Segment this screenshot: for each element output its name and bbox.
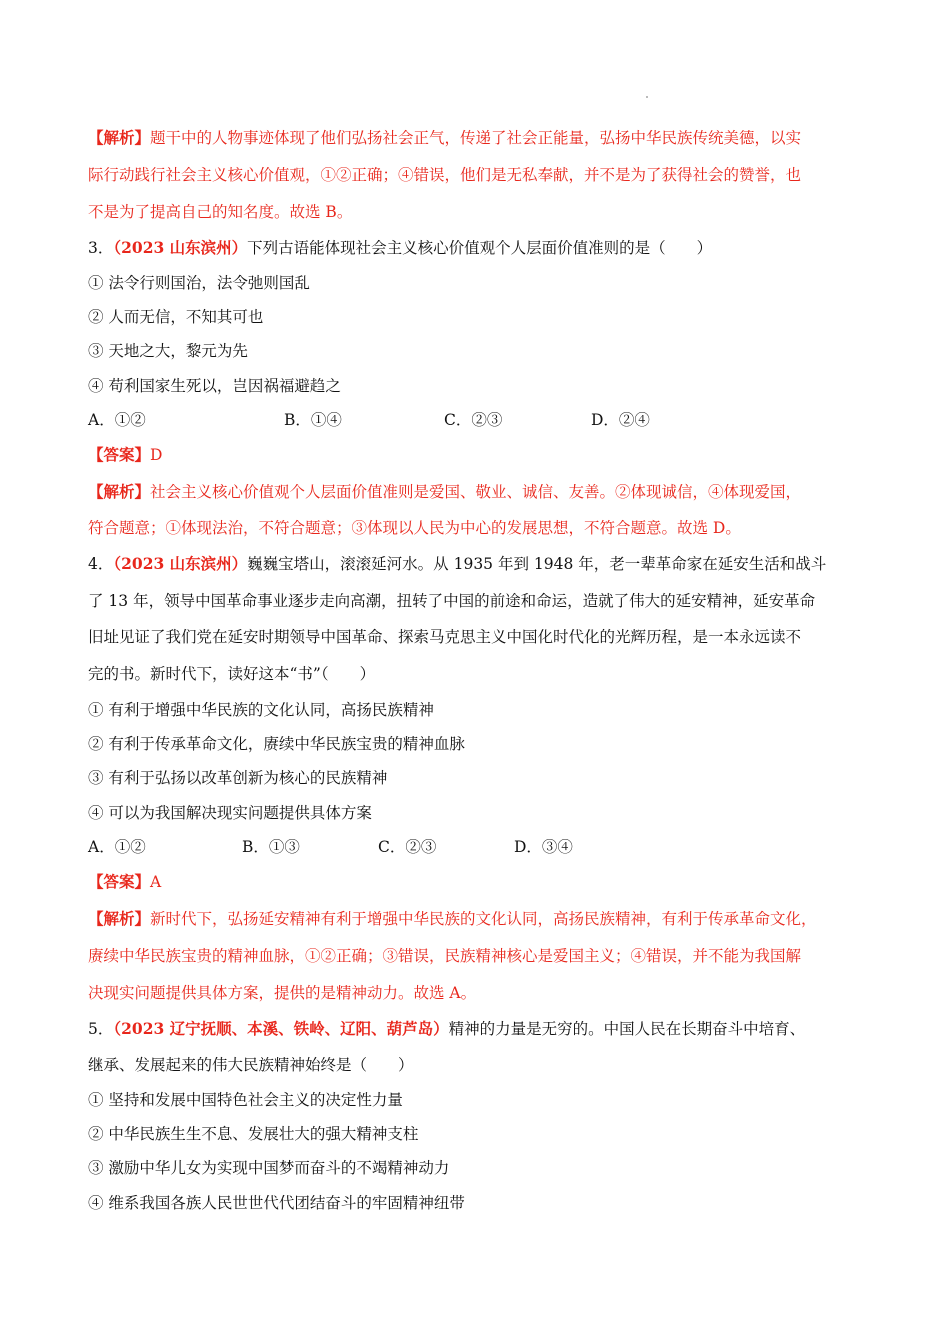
question-4-analysis-line-2: 赓续中华民族宝贵的精神血脉，①②正确；③错误，民族精神核心是爱国主义；④错误，并不能为我国解	[88, 947, 802, 965]
question-3-item-3: ③ 天地之大，黎元为先	[88, 342, 248, 360]
intro-analysis-line-1: 【解析】题干中的人物事迹体现了他们弘扬社会正气，传递了社会正能量，弘扬中华民族传统美德，以实	[88, 128, 802, 147]
intro-analysis-line-2: 际行动践行社会主义核心价值观，①②正确；④错误，他们是无私奉献，并不是为了获得社会的赞誉，也	[88, 166, 802, 184]
question-4-option-d: D．③④	[514, 838, 573, 856]
question-source: （2023 山东滨州）	[113, 238, 248, 257]
question-number: 3．	[88, 239, 114, 257]
question-3-option-d: D．②④	[591, 411, 650, 429]
question-5-stem-line-1: 5．（2023 辽宁抚顺、本溪、铁岭、辽阳、葫芦岛）精神的力量是无穷的。中国人民在长期奋斗中培育、	[88, 1019, 806, 1038]
question-3-analysis-line-2: 符合题意；①体现法治，不符合题意；③体现以人民为中心的发展思想，不符合题意。故选 D。	[88, 519, 741, 537]
question-3-stem: 3．（2023 山东滨州）下列古语能体现社会主义核心价值观个人层面价值准则的是（ ）	[88, 238, 713, 257]
question-number: 4．	[88, 555, 114, 573]
question-4-item-2: ② 有利于传承革命文化，赓续中华民族宝贵的精神血脉	[88, 735, 465, 753]
question-source: （2023 辽宁抚顺、本溪、铁岭、辽阳、葫芦岛）	[113, 1019, 449, 1038]
question-4-answer: 【答案】A	[88, 872, 162, 891]
question-3-item-4: ④ 苟利国家生死以，岂因祸福避趋之	[88, 377, 341, 395]
question-4-option-c: C．②③	[378, 838, 437, 856]
question-3-item-2: ② 人而无信，不知其可也	[88, 308, 264, 326]
question-3-option-b: B．①④	[284, 411, 342, 429]
question-number: 5．	[88, 1020, 114, 1038]
question-3-option-a: A．①②	[88, 411, 146, 429]
question-5-item-2: ② 中华民族生生不息、发展壮大的强大精神支柱	[88, 1125, 419, 1143]
analysis-label: 【解析】	[88, 128, 151, 147]
question-4-stem-line-4: 完的书。新时代下，读好这本“书”（ ）	[88, 665, 376, 683]
question-4-option-b: B．①③	[242, 838, 300, 856]
question-4-option-a: A．①②	[88, 838, 146, 856]
question-source: （2023 山东滨州）	[113, 554, 248, 573]
question-3-analysis-line-1: 【解析】社会主义核心价值观个人层面价值准则是爱国、敬业、诚信、友善。②体现诚信，④体现爱国，	[88, 482, 802, 501]
question-5-item-3: ③ 激励中华儿女为实现中国梦而奋斗的不竭精神动力	[88, 1159, 450, 1177]
question-4-analysis-line-3: 决现实问题提供具体方案，提供的是精神动力。故选 A。	[88, 984, 477, 1002]
question-4-stem-line-3: 旧址见证了我们党在延安时期领导中国革命、探索马克思主义中国化时代化的光辉历程，是一本永远读不	[88, 628, 802, 646]
question-4-stem-line-1: 4．（2023 山东滨州）巍巍宝塔山，滚滚延河水。从 1935 年到 1948 年，老一辈革命家在延安生活和战斗	[88, 554, 827, 573]
question-5-item-4: ④ 维系我国各族人民世世代代团结奋斗的牢固精神纽带	[88, 1194, 465, 1212]
question-5-item-1: ① 坚持和发展中国特色社会主义的决定性力量	[88, 1091, 403, 1109]
question-4-analysis-line-1: 【解析】新时代下，弘扬延安精神有利于增强中华民族的文化认同，高扬民族精神，有利于传承革命文化，	[88, 909, 817, 928]
question-4-item-4: ④ 可以为我国解决现实问题提供具体方案	[88, 804, 372, 822]
intro-analysis-line-3: 不是为了提高自己的知名度。故选 B。	[88, 203, 353, 221]
question-4-item-3: ③ 有利于弘扬以改革创新为核心的民族精神	[88, 769, 388, 787]
question-3-item-1: ① 法令行则国治，法令弛则国乱	[88, 274, 310, 292]
question-4-item-1: ① 有利于增强中华民族的文化认同，高扬民族精神	[88, 701, 434, 719]
question-4-stem-line-2: 了 13 年，领导中国革命事业逐步走向高潮，扭转了中国的前途和命运，造就了伟大的延安精神，延安革命	[88, 592, 816, 610]
question-3-option-c: C．②③	[444, 411, 503, 429]
question-5-stem-line-2: 继承、发展起来的伟大民族精神始终是（ ）	[88, 1056, 414, 1074]
question-3-answer: 【答案】D	[88, 445, 163, 464]
page-mark	[646, 96, 648, 98]
